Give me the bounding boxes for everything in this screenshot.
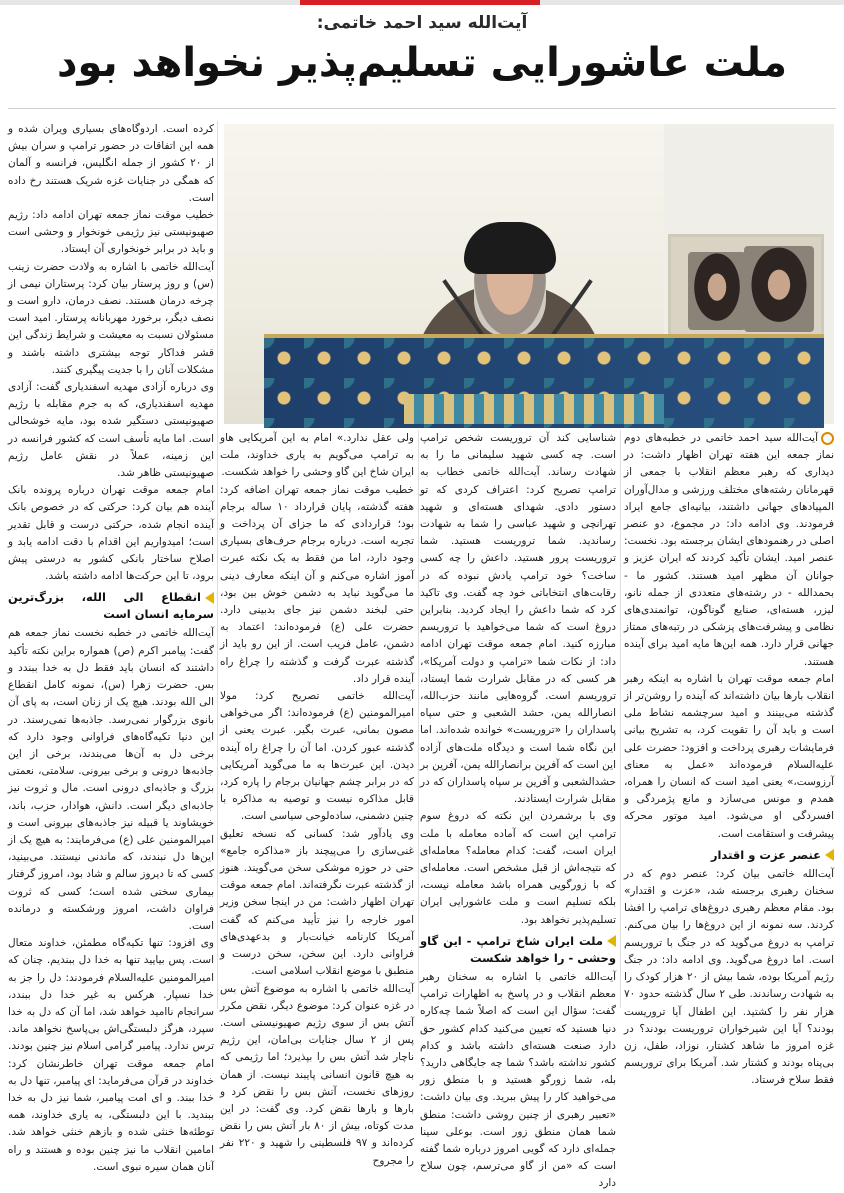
paragraph: آیت‌الله خاتمی با اشاره به موضوع آتش بس در غزه عنوان کرد: موضوع دیگر، نقض مکرر آتش بس از سوی رژیم صهیونیستی است. پس از ۲ سال جنایات بی‌امان، این رژیم ناچار شد آتش بس را بپذیرد؛ اما رژیمی که به هیچ قانون انسانی پایبند نیست. از همان روزهای نخست، آتش بس را نقض کرد و بارها و بارها نقض کرد. وی گفت: در این مدت کوتاه، بیش از ۸۰ بار آتش بس را نقض کرده‌اند و ۹۷ فلسطینی را شهید و ۲۲۰ نفر را مجروح — [220, 982, 414, 1167]
paragraph: امام جمعه موقت تهران با اشاره به اینکه رهبر انقلاب بارها بیان داشته‌اند که آینده را روشن‌تر از گذشته می‌بینند و امید سرچشمه نشاط ملی است و باید آن را تقویت کرد، به تشریح بیانی فرمایشات رهبری پرداخت و افزود: حضرت علی علیه‌السلام فرموده‌اند «عمل به معنای آرزوست،» یعنی امید است که انسان را همراه، همدم و مونس می‌سازد و مانع پژمردگی و افسردگی او می‌شود. امید موتور محرکه پیشرفت و استقامت است. — [624, 672, 834, 840]
paragraph: وی یادآور شد: کسانی که نسخه تعلیق غنی‌سازی را می‌پیچند باز «مذاکره جامع» حتی در حوزه موشکی سخن می‌گویند. هنوز از گذشته عبرت نگرفته‌اند. امام جمعه موقت تهران اظهار داشت: من در اینجا سخن وزیر امور خارجه را نیز تأیید می‌کنم که گفت آمریکا کارنامه خیانت‌بار و بدعهدی‌های فراوانی دارد. این سخن، سخن درست و منطبق با موضع انقلاب اسلامی است. — [220, 827, 414, 978]
paragraph: آیت‌الله خاتمی در خطبه نخست نماز جمعه هم گفت: پیامبر اکرم (ص) همواره براین نکته تأکید داشتند که انسان باید فقط دل به خدا ببندد و بس. حضرت زهرا (س)، نمونه کامل انقطاع الی الله بودند. هیچ یک از زنان است، به پای آن بانوی بزرگوار نمی‌رسد. جاذبه‌ها نمی‌رسند. در این دنیا تکیه‌گاه‌های فراوانی وجود دارد که برخی دل به آن‌ها می‌بندند، برخی از این جاذبه‌ها درونی و برخی بیرونی. سلامتی، نعمتی بزرگ و جاذبه‌ای درونی است. مال و ثروت نیز جاذبه‌ای دیگر است. دانش، هوادار، حزب، باند، خویشاوند یا قبیله نیز جاذبه‌های بیرونی است و امیرالمومنین علی (ع) می‌فرمایند: به هیچ یک از این‌ها دل نبندند، که ماندنی نیستند. می‌بینید، کسی که تا دیروز سالم و شاد بود، امروز گرفتار بیماری سختی شده است؛ کسی که ثروت فراوان داشت، امروز ورشکسته و درمانده است. — [8, 627, 214, 932]
section-subheading: انقطاع الی الله، بزرگ‌ترین سرمایه انسان است — [8, 590, 214, 622]
paragraph: وی افزود: تنها تکیه‌گاه مطمئن، خداوند متعال است. پس بیایید تنها به خدا دل ببندیم. چنان که امیرالمومنین علیه‌السلام فرمودند: دل را جز به خدا نسپار. هرکس به غیر خدا دل ببندد، سرانجام نا‌امید خواهد شد، اما آن که دل به خدا سپرد، هرگز دلبستگی‌اش بی‌پاسخ نخواهد ماند. ترس ندارد. پیامبر گرامی اسلام نیز چنین بودند. امام جمعه موقت تهران خاطرنشان کرد: خداوند در قرآن می‌فرماید: ای پیامبر، تنها دل به خدا ببند. و ای امت پیامبر، شما نیز دل به خدا ببندید. با این دلبستگی، به یاری خداوند، همه توطئه‌ها خنثی شده و بازهم خنثی خواهد شد. امامین انقلاب ما نیز چنین بوده و هستند و راه آنان همان سیره نبوی است. — [8, 937, 214, 1173]
paragraph — [624, 430, 834, 671]
photo-portrait-left — [688, 252, 746, 330]
column-divider — [418, 430, 419, 1008]
article-headline: ملت عاشورایی تسلیم‌پذیر نخواهد بود — [57, 40, 787, 86]
paragraph: ولی عقل ندارد.» امام به این آمریکایی هاو به ترامپ می‌گویم به یاری خداوند، ملت ایران شاخ این گاو وحشی را خواهد شکست. — [220, 432, 414, 479]
paragraph: امام جمعه موقت تهران درباره پرونده بانک آینده هم بیان کرد: حرکتی که در خصوص بانک آینده انجام شده، حرکتی درست و قابل تقدیر است؛ امیدواریم این اقدام با دقت ادامه یابد و اصلاح ساختار بانکی کشور به درستی پیش برود، تا این حرکت‌ها ادامه داشته باشد. — [8, 484, 214, 583]
photo-portrait-right — [744, 246, 814, 332]
paragraph: آیت‌الله خاتمی با اشاره به سخنان رهبر معظم انقلاب و در پاسخ به اظهارات ترامپ گفت: سؤال این است که اصلاً شما چه‌کاره دنیا هستید که تعیین می‌کنید کدام کشور حق دارد صنعت هسته‌ای داشته باشد و کدام کشور نداشته باشد؟ شما چه جایگاهی دارید؟ بله، شما زورگو هستید و با منطق زور می‌خواهید کار را پیش ببرید. وی بیان داشت: «تعبیر رهبری از چنین روشی داشت: منطق شما همان منطق زور است. بوعلی سینا جمله‌ای دارد که گویی امروز درباره شما گفته است که «من از گاو می‌ترسم، چون سلاح دارد — [420, 970, 616, 1190]
text-column-inner — [220, 430, 414, 1167]
paragraph: آیت‌الله خاتمی با اشاره به ولادت حضرت زینب (س) و روز پرستار بیان کرد: پرستاران نیمی از چرخه درمان هستند. نصف درمان، دارو است و نصف دیگر، برخورد مهربانانه پرستار. امید است مسئولان نسبت به معیشت و شرایط زندگی این قشر فداکار توجه بیشتری داشته باشند و مشکلات آنان را با جدیت پیگیری کنند. — [8, 260, 214, 376]
text-column-right — [624, 430, 834, 1087]
paragraph: وی درباره آزادی مهدیه اسفندیاری گفت: آزادی مهدیه اسفندیاری، که به جرم مقابله با رژیم صهیونیستی دستگیر شده بود، مایه خوشحالی است. اما مایه تأسف است که کشور فرانسه در این زمینه، عملاً در نقش عامل رژیم صهیونیستی ظاهر شد. — [8, 381, 214, 480]
top-accent-bar — [300, 0, 540, 5]
text-column-left — [8, 121, 214, 1173]
section-subheading: ملت ایران شاخ ترامپ - این گاو وحشی - را خواهد شکست — [420, 933, 616, 965]
paragraph: خطیب موقت نماز جمعه تهران ادامه داد: رژیم صهیونیستی نیز رژیمی خونخوار و وحشی است و باید در برابر خونخواری آن ایستاد. — [8, 209, 214, 256]
section-subheading: عنصر عزت و اقتدار — [624, 847, 834, 864]
text-column-middle — [420, 430, 616, 1190]
paragraph: آیت‌الله خاتمی بیان کرد: عنصر دوم که در سخنان رهبری برجسته شد، «عزت و اقتدار» بود. مقام معظم رهبری دروغ‌های ترامپ را افشا کردند. سه نمونه از این دروغ‌ها را بیان می‌کنم. ترامپ به دروغ می‌گوید که در جنگ با تروریسم است. اما دروغ می‌گوید. وی ادامه داد: در جنگ رژیم آمریکا بوده، شما بیش از ۲۰ هزار کودک را به شهادت رساندند. طی ۲ سال گذشته حدود ۷۰ هزار نفر را کشتید. این اطفال آیا تروریست بودند؟ آیا این شیرخواران تروریست بودند؟ در غزه امروز ما شاهد کشتار، نوزاد، طفل، زن بی‌پناه بودند و کشتار شد. آمریکا برای تروریسم فقط سلاح فرستاد. — [624, 867, 834, 1087]
column-divider — [217, 121, 218, 1009]
lead-bullet-icon — [821, 432, 834, 445]
photo-speaker-turban — [464, 222, 556, 274]
article-kicker: آیت‌الله سید احمد خاتمی: — [316, 13, 528, 33]
paragraph: شناسایی کند آن تروریست شخص ترامپ است. چه کسی شهید سلیمانی ما را به شهادت رساند. آیت‌الله خاتمی خطاب به ترامپ تصریح کرد: اعتراف کردی که تو دستور دادی. شهدای هسته‌ای و شهید تهرانچی و شهید عباسی را شما به شهادت رساندید. شما تروریست هستید. شما تروریست پرور هستید. داعش را چه کسی ساخت؟ خود ترامپ یادش نبوده که در رقابت‌های انتخاباتی خود چه گفت. وی تاکید کرد که شما داعش را ایجاد کردید. بنابراین دروغ است که شما می‌خواهید با تروریسم مبارزه کنید. امام جمعه موقت تهران ادامه داد: از نکات شما «ترامپ و دولت آمریکا»، هر کسی که در مقابل شرارت شما ایستاد، تروریسم است. گروه‌هایی مانند حزب‌الله، انصارالله یمن، حشد الشعبی و حتی سپاه پاسداران را «تروریست» خوانده شده‌اند. اما این نگاه شما است و دیدگاه ملت‌های آزاده این است که آفرین برانصارالله یمن، آفرین بر حشدالشعبی و آفرین بر سپاه پاسداران که در مقابل شرارت ایستادند. — [420, 432, 616, 806]
article-photo — [224, 124, 834, 424]
lead-text: آیت‌الله سید احمد خاتمی در خطبه‌های دوم نماز جمعه این هفته تهران اظهار داشت: در دیداری که رهبر معظم انقلاب با جمعی از قهرمانان رشته‌های مختلف ورزشی و مدال‌آوران المپیادهای جهانی داشتند، بیانیه‌ای جامع ایراد فرمودند. وی ادامه داد: در مجموع، دو عنصر اصلی در رهنمودهای ایشان برجسته بود. نخست: عنصر امید. ایشان تأکید کردند که ایران عزیز و جوانان آن مظهر امید هستند. کشور ما - بحمدالله - در رشته‌های متعددی از جمله نانو، لیزر، هسته‌ای، صنایع گوناگون، توانمندی‌های نظامی و پیشرفت‌های پزشکی در رتبه‌های ممتاز جهانی قرار دارد. همه این‌ها مایه امید برای آینده هستند. — [624, 432, 834, 668]
paragraph: کرده است. اردوگاه‌های بسیاری ویران شده و همه این اتفاقات در حضور ترامپ و سران بیش از ۲۰ کشور از جمله انگلیس، فرانسه و آلمان که همگی در جنایات غزه شریک هستند رخ داده است. — [8, 123, 214, 204]
column-divider — [620, 430, 621, 1008]
paragraph: وی با برشمردن این نکته که دروغ سوم ترامپ این است که آماده معامله با ملت ایران است، گفت: کدام معامله؟ معامله‌ای که نتیجه‌اش از قبل مشخص است. معامله‌ای که با زورگویی همراه باشد معامله نیست، بلکه تسلیم است و ملت عاشورایی ایران تسلیم‌پذیر نخواهد بود. — [420, 810, 616, 926]
paragraph: خطیب موقت نماز جمعه تهران اضافه کرد: هفته گذشته، پایان قرارداد ۱۰ ساله برجام بود؛ قراردادی که ما جزای آن پرداخت و تجربه است. درباره برجام حرف‌های بسیاری وجود دارد، اما من فقط به یک نکته عبرت آموز اشاره می‌کنم و آن اینکه معارف دینی ما می‌گوید نباید به دشمن خوش بین بود، حتی لبخند دشمن نیز جای بدبینی دارد. حضرت علی (ع) فرموده‌اند: اعتماد به دشمن، عامل فریب است. از این رو باید از گذشته عبرت گرفت و گذشته را چراغ راه آینده قرار داد. — [220, 483, 414, 685]
paragraph: آیت‌الله خاتمی تصریح کرد: مولا امیرالمومنین (ع) فرموده‌اند: اگر می‌خواهی مصون بمانی، عبرت بگیر. عبرت یعنی از گذشته عبور کردن. اما آن را چراغ راه آینده دیدن. این عبرت‌ها به ما می‌گوید آمریکایی که در برابر چشم جهانیان برجام را پاره کرد، قابل مذاکره نیست و توصیه به مذاکره با چنین دشمنی، ساده‌لوحی سیاسی است. — [220, 690, 414, 823]
headline-divider — [8, 108, 836, 109]
photo-podium-pattern — [404, 394, 664, 424]
